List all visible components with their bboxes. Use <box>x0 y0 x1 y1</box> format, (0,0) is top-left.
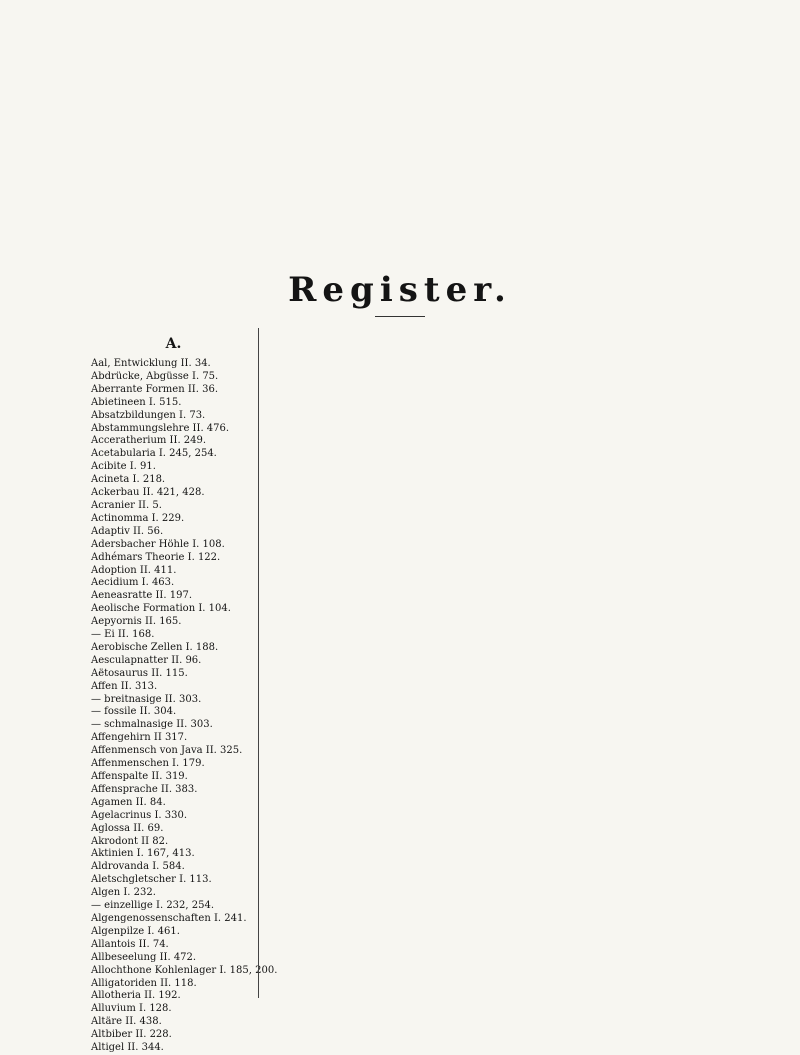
index-entry: Algenpilze I. 461. <box>91 925 180 937</box>
index-entry: Affenmenschen I. 179. <box>91 758 205 770</box>
index-entry: Abstammungslehre II. 476. <box>91 422 230 434</box>
index-entry: Acceratherium II. 249. <box>91 435 207 447</box>
index-entry: Adaptiv II. 56. <box>91 525 164 537</box>
index-entry: Aepyornis II. 165. <box>91 616 182 628</box>
index-entry: Aktinien I. 167, 413. <box>91 848 195 860</box>
index-entry: Acetabularia I. 245, 254. <box>91 448 217 460</box>
index-entry: Altigel II. 344. <box>91 1042 164 1054</box>
section-letter: A. <box>165 336 182 352</box>
index-entry: Aecidium I. 463. <box>91 577 175 589</box>
index-entry: Aal, Entwicklung II. 34. <box>91 358 211 369</box>
index-entry: Aëtosaurus II. 115. <box>91 667 188 679</box>
index-entry: Allantois II. 74. <box>91 938 169 950</box>
index-entry: Affen II. 313. <box>91 680 158 692</box>
index-entry: Altbiber II. 228. <box>91 1029 172 1041</box>
index-entry: Alligatoriden II. 118. <box>91 977 197 989</box>
index-entry: Actinomma I. 229. <box>91 512 185 524</box>
index-entry: Acineta I. 218. <box>91 474 166 486</box>
index-entry: Absatzbildungen I. 73. <box>91 409 206 421</box>
index-entry: Affensprache II. 383. <box>91 783 198 795</box>
index-entry: Aberrante Formen II. 36. <box>91 383 218 395</box>
index-entry: Affenmensch von Java II. 325. <box>91 745 243 757</box>
index-entry: Adhémars Theorie I. 122. <box>91 551 221 563</box>
index-entry: Acibite I. 91. <box>91 461 156 473</box>
column-divider <box>258 328 259 998</box>
index-entry: Allotheria II. 192. <box>91 990 181 1002</box>
page-title: Register. <box>288 270 512 310</box>
index-entry: Aldrovanda I. 584. <box>91 861 185 873</box>
index-entry: Algen I. 232. <box>91 887 156 899</box>
index-entry: Aeolische Formation I. 104. <box>91 603 231 615</box>
index-entry: Aerobische Zellen I. 188. <box>91 641 219 653</box>
index-entry: — breitnasige II. 303. <box>91 693 202 705</box>
index-column-1 <box>91 330 278 1055</box>
index-entry: Alluvium I. 128. <box>91 1003 172 1015</box>
index-entry: Adersbacher Höhle I. 108. <box>91 538 225 550</box>
index-entry: — schmalnasige II. 303. <box>91 719 213 731</box>
index-entry: Affengehirn II 317. <box>91 732 188 744</box>
index-entry: — Ei II. 168. <box>91 629 155 641</box>
index-entry: Ackerbau II. 421, 428. <box>91 487 205 499</box>
index-entry: Adoption II. 411. <box>91 564 177 576</box>
index-entry: Aletschgletscher I. 113. <box>91 874 212 886</box>
index-entry: Algengenossenschaften I. 241. <box>91 912 247 924</box>
index-entry: Altäre II. 438. <box>91 1016 162 1028</box>
index-entry: Aglossa II. 69. <box>91 822 164 834</box>
index-entry: Aesculapnatter II. 96. <box>91 654 202 666</box>
index-entry: Allochthone Kohlenlager I. 185, 200. <box>91 964 278 976</box>
index-entry: Abdrücke, Abgüsse I. 75. <box>91 370 219 382</box>
index-entry: Akrodont II 82. <box>91 835 169 847</box>
index-entry: Agelacrinus I. 330. <box>91 809 188 821</box>
index-entry: Allbeseelung II. 472. <box>91 951 197 963</box>
index-entry: Aeneasratte II. 197. <box>91 590 192 602</box>
title-rule <box>375 316 425 317</box>
index-entry: Agamen II. 84. <box>91 796 166 808</box>
index-entry: — einzellige I. 232, 254. <box>91 900 215 912</box>
index-entry: Abietineen I. 515. <box>91 396 182 408</box>
index-entry: Acranier II. 5. <box>91 499 162 511</box>
index-entry: Affenspalte II. 319. <box>91 771 188 782</box>
index-entry: — fossile II. 304. <box>91 706 177 718</box>
